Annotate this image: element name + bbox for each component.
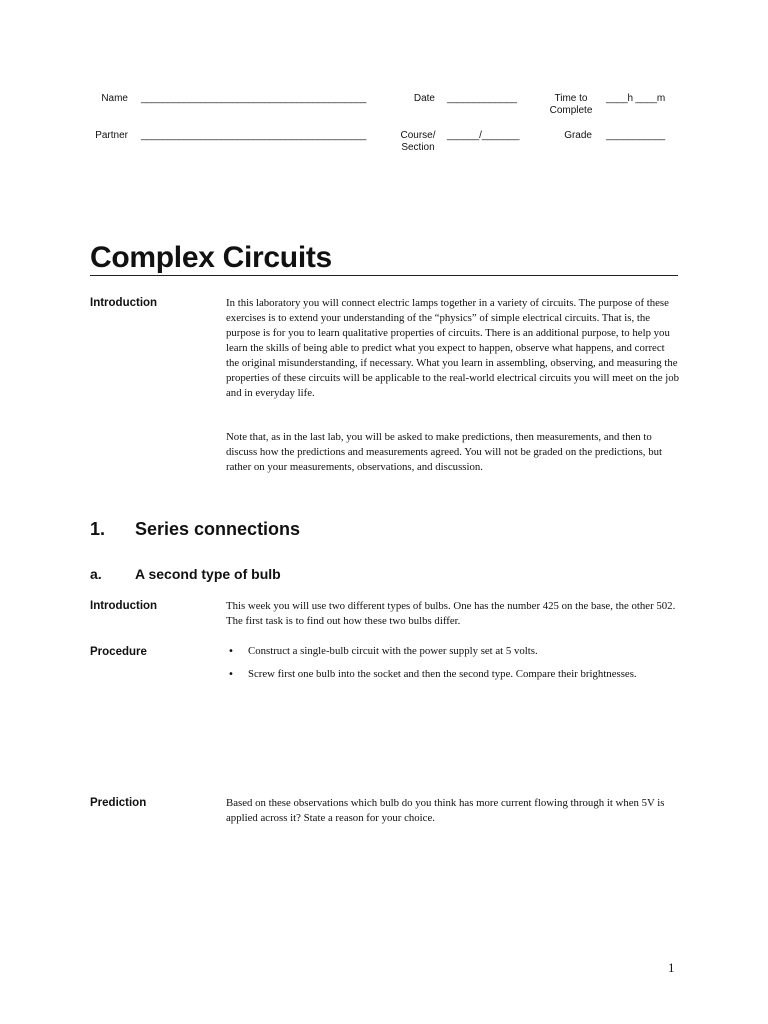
- page-number: 1: [668, 960, 675, 975]
- time-label-line2: Complete: [549, 105, 593, 116]
- subsection-title: A second type of bulb: [135, 566, 281, 582]
- time-field[interactable]: ____h ____m: [606, 93, 665, 104]
- intro-paragraph-2: Note that, as in the last lab, you will be asked to make predictions, then measurements, and then to discuss how the predictions and measurements agreed. You will not be graded on the predictions, but rather on your measurements, observations, and discussion.: [226, 431, 662, 473]
- time-to-complete-label: [540, 93, 602, 117]
- procedure-item-text: Screw first one bulb into the socket and then the second type. Compare their brightnesses.: [248, 668, 637, 680]
- title-rule: [90, 275, 678, 276]
- section-title: Series connections: [135, 519, 301, 539]
- bullet-icon: •: [228, 669, 234, 680]
- date-field[interactable]: _____________: [447, 93, 517, 104]
- procedure-item: [226, 667, 680, 682]
- prediction-text: Based on these observations which bulb do you think has more current flowing through it when 5V is applied across it? State a reason for your choice.: [226, 797, 665, 824]
- section-heading: [90, 517, 300, 541]
- procedure-label: Procedure: [90, 646, 147, 658]
- prediction-label: Prediction: [90, 797, 147, 809]
- time-label-line1: Time to: [554, 93, 588, 104]
- subsection-heading: [90, 565, 281, 583]
- course-section-label: [393, 130, 443, 154]
- page-title: Complex Circuits: [90, 241, 332, 274]
- name-field[interactable]: __________________________________________: [141, 93, 367, 104]
- procedure-item-text: Construct a single-bulb circuit with the power supply set at 5 volts.: [248, 645, 538, 657]
- procedure-item: [226, 644, 680, 659]
- bullet-icon: •: [228, 646, 234, 657]
- sub-intro-label: Introduction: [90, 600, 158, 612]
- section-number: 1.: [90, 519, 106, 539]
- course-label-line2: Section: [401, 142, 435, 153]
- partner-field[interactable]: __________________________________________: [141, 130, 367, 141]
- intro-label: Introduction: [90, 297, 158, 309]
- course-field[interactable]: ______/_______: [447, 130, 520, 141]
- grade-label: Grade: [564, 130, 592, 141]
- name-label: Name: [101, 93, 128, 104]
- grade-field[interactable]: ___________: [606, 130, 665, 141]
- date-label: Date: [413, 93, 435, 104]
- sub-intro-text: This week you will use two different types of bulbs. One has the number 425 on the base, the other 502. The first task is to find out how these two bulbs differ.: [226, 600, 676, 627]
- procedure-list: [226, 644, 680, 690]
- course-label-line1: Course/: [400, 130, 436, 141]
- intro-paragraph-1: In this laboratory you will connect electric lamps together in a variety of circuits. The purpose of these exercises is to extend your understanding of the “physics” of simple electrical circuits. That is, the purpose is for you to learn qualitative properties of circuits. There is an additional purpose, to help you learn the skills of being able to predict what you expect to happen, observe what happens, and correct the original misunderstanding, if necessary. What you learn in assembling, observing, and measuring the properties of these circuits will be applicable to the real-world electrical circuits you will meet on the job and in everyday life.: [226, 297, 680, 399]
- subsection-number: a.: [90, 566, 102, 582]
- partner-label: Partner: [95, 130, 128, 141]
